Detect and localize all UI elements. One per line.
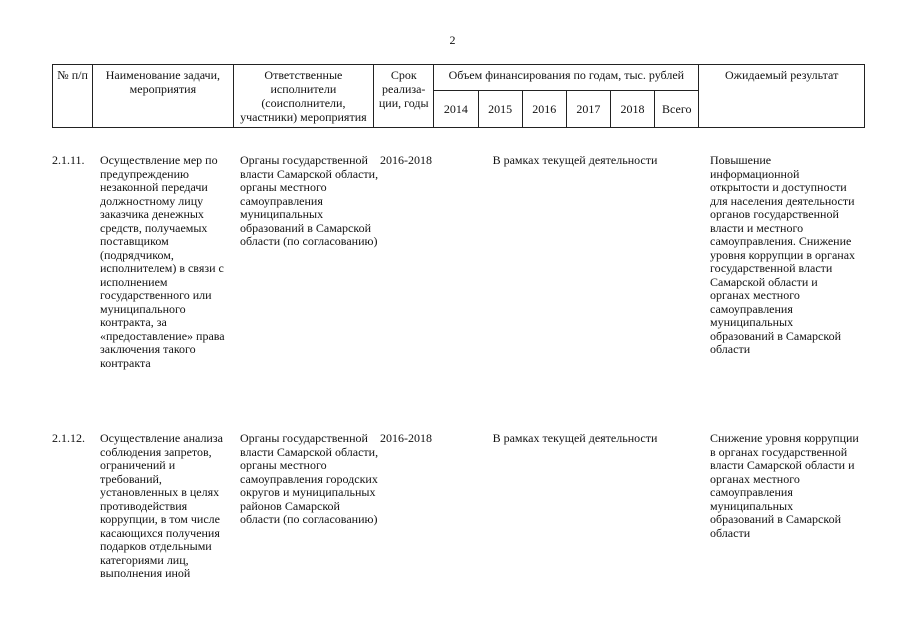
header-responsible: Ответственные исполнители (соисполнители, участники) мероприятия: [233, 65, 374, 128]
row-task: Осуществление анализа соблюдения запретов, ограничений и требований, установленных в целях противодействия коррупции, в том числе касающихся получения подарков отдельными категориями лиц, выполнения иной: [100, 431, 223, 580]
row-result: Повышение информационной открытости и доступности для населения деятельности органов государственной власти и местного самоуправления. Снижение уровня коррупции в органах государственной власти Самарской области и органах местного самоуправления муниципальных образований в Самарской области: [710, 153, 856, 356]
header-year: 2016: [522, 91, 566, 128]
header-num: № п/п: [53, 65, 93, 128]
table-header: [52, 64, 865, 128]
header-term: Срок реализа-ции, годы: [374, 65, 434, 128]
header-year: 2018: [610, 91, 654, 128]
header-result: Ожидаемый результат: [699, 65, 865, 128]
header-financing: Объем финансирования по годам, тыс. рублей: [434, 65, 699, 91]
row-task: Осуществление мер по предупреждению незаконной передачи должностному лицу заказчика денежных средств, получаемых поставщиком (подрядчиком, исполнителем) в связи с исполнением государственного или муниципального контракта, за «предоставление» права заключения такого контракта: [100, 153, 225, 370]
row-term: 2016-2018: [380, 153, 432, 167]
row-term: 2016-2018: [380, 431, 432, 445]
header-year: 2017: [566, 91, 610, 128]
header-year: 2014: [434, 91, 478, 128]
row-financing: В рамках текущей деятельности: [492, 153, 658, 167]
row-financing: В рамках текущей деятельности: [492, 431, 658, 445]
row-number: 2.1.12.: [52, 431, 85, 445]
header-total: Всего: [655, 91, 699, 128]
header-year: 2015: [478, 91, 522, 128]
row-result: Снижение уровня коррупции в органах государственной власти Самарской области и органах местного самоуправления муниципальных образований в Самарской области: [710, 431, 859, 540]
page-number: 2: [449, 33, 456, 47]
header-task: Наименование задачи, мероприятия: [93, 65, 234, 128]
row-number: 2.1.11.: [52, 153, 85, 167]
row-responsible: Органы государственной власти Самарской области, органы местного самоуправления муниципальных образований в Самарской области (по согласованию): [240, 153, 379, 248]
row-responsible: Органы государственной власти Самарской области, органы местного самоуправления городских округов и муниципальных районов Самарской области (по согласованию): [240, 431, 379, 526]
